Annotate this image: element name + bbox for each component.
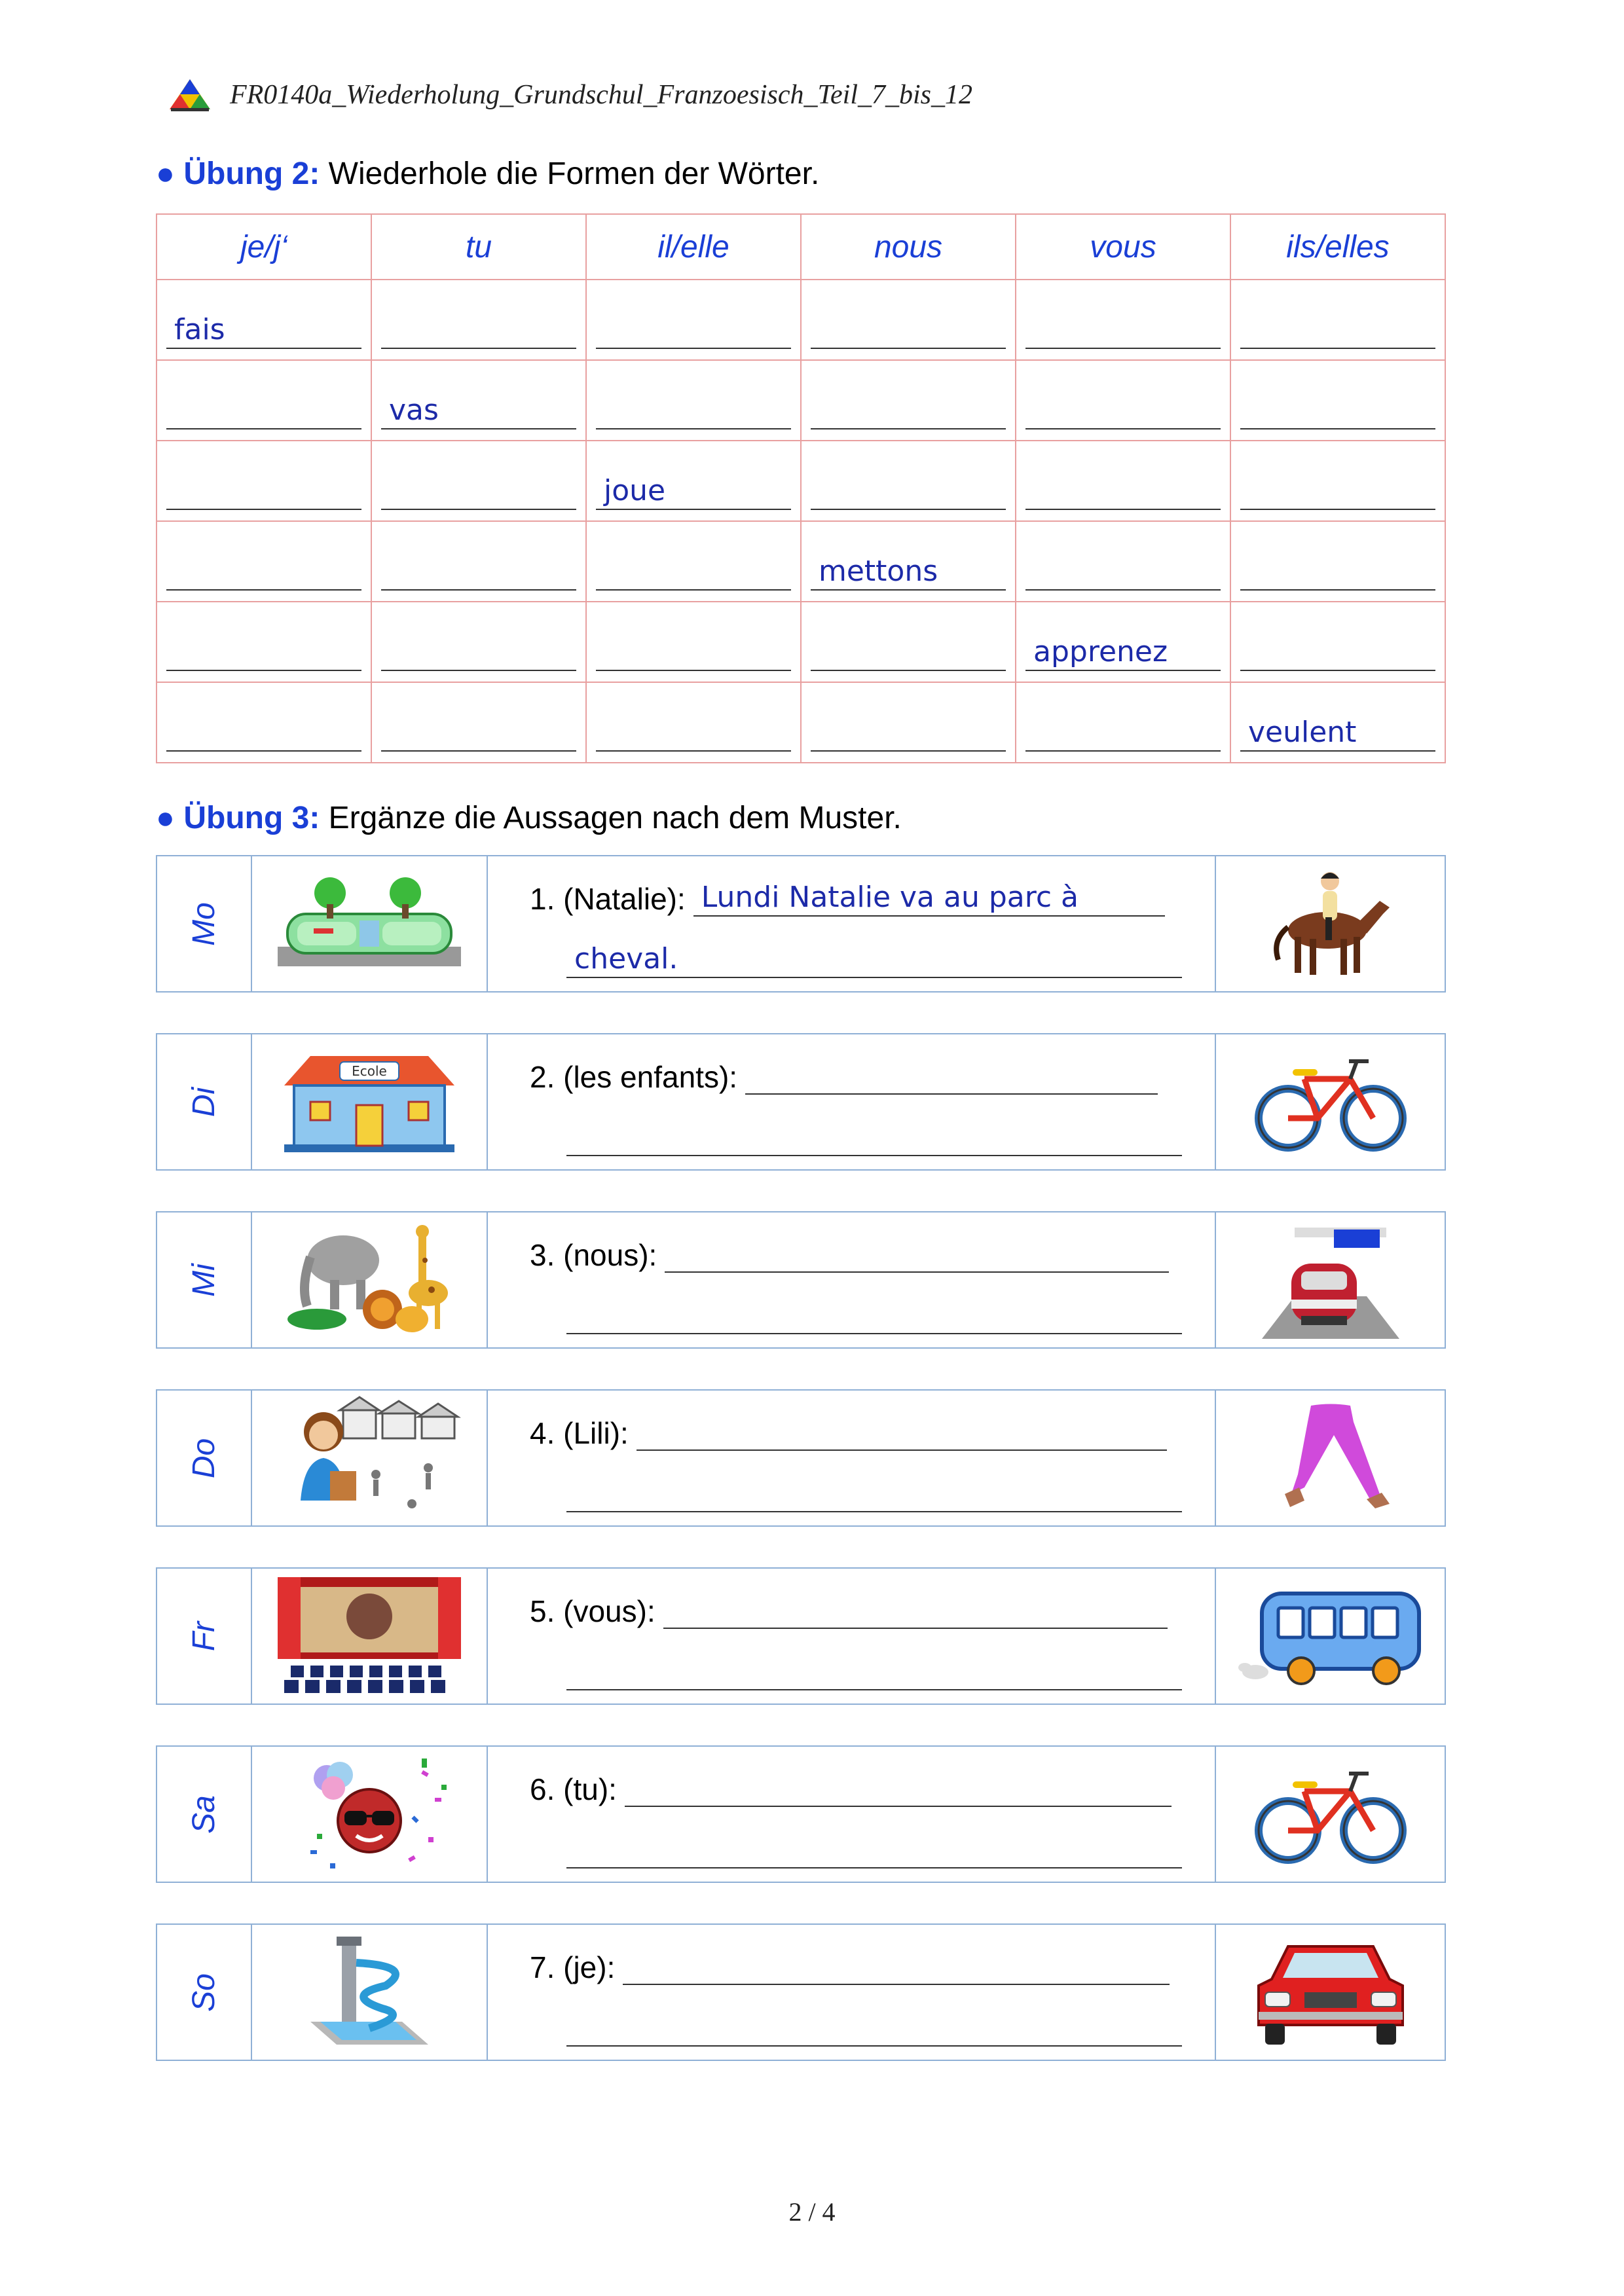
answer-blank[interactable]: mettons: [811, 550, 1006, 591]
answer-blank[interactable]: [1240, 308, 1435, 349]
answer-blank[interactable]: apprenez: [1025, 630, 1221, 671]
day-label: Sa: [187, 1795, 221, 1834]
answer-blank[interactable]: [1025, 469, 1221, 510]
answer-blank[interactable]: veulent: [1240, 711, 1435, 752]
swimming-pool-slide-icon: [271, 1930, 468, 2054]
answer-blank[interactable]: [596, 389, 791, 429]
answer-blank[interactable]: [381, 469, 576, 510]
bicycle-icon: [1252, 1755, 1409, 1873]
conjugation-table: [156, 213, 1446, 763]
answer-blank[interactable]: [811, 711, 1006, 752]
cinema-icon: [271, 1574, 468, 1698]
walking-legs-icon: [1259, 1396, 1403, 1520]
answer-line[interactable]: cheval.: [566, 940, 1182, 978]
exercise3-label: Übung 3:: [183, 801, 320, 835]
column-header: il/elle: [586, 214, 801, 280]
answer-blank[interactable]: joue: [596, 469, 791, 510]
answer-blank[interactable]: [1240, 469, 1435, 510]
bus-icon: [1236, 1580, 1426, 1692]
bicycle-icon: [1252, 1043, 1409, 1161]
answer-line[interactable]: [665, 1235, 1169, 1273]
answer-line[interactable]: [623, 1947, 1170, 1985]
prompt-label: 1. (Natalie):: [530, 882, 686, 916]
answer-blank[interactable]: [811, 469, 1006, 510]
answer-line[interactable]: [625, 1769, 1172, 1807]
answer-blank[interactable]: [1025, 711, 1221, 752]
answer-blank[interactable]: [596, 308, 791, 349]
exercise3-row-tuesday: [156, 1033, 1446, 1171]
exercise3-row-monday: [156, 855, 1446, 993]
answer-blank[interactable]: [166, 630, 361, 671]
table-row: [157, 280, 1445, 360]
column-header: je/j‘: [157, 214, 371, 280]
page-number: 2 / 4: [788, 2197, 836, 2227]
exercise3-title: ● Übung 3: Ergänze die Aussagen nach dem Muster.: [156, 801, 902, 835]
exercise3-row-friday: [156, 1567, 1446, 1705]
answer-blank[interactable]: [381, 630, 576, 671]
table-row: [157, 521, 1445, 602]
prompt-label: 5. (vous):: [530, 1594, 655, 1628]
school-logo-icon: [167, 77, 213, 113]
answer-blank[interactable]: [381, 550, 576, 591]
train-icon: [1255, 1218, 1406, 1342]
answer-blank[interactable]: [381, 711, 576, 752]
exercise2-instruction: Wiederhole die Formen der Wörter.: [328, 156, 820, 191]
answer-blank[interactable]: [811, 308, 1006, 349]
answer-blank[interactable]: [596, 711, 791, 752]
day-label: Fr: [187, 1621, 221, 1651]
answer-line[interactable]: [566, 1652, 1182, 1690]
answer-blank[interactable]: [166, 389, 361, 429]
column-header: ils/elles: [1230, 214, 1445, 280]
exercise3-row-thursday: [156, 1389, 1446, 1527]
park-icon: [271, 868, 468, 979]
column-header: vous: [1016, 214, 1230, 280]
horse-rider-icon: [1259, 862, 1403, 986]
answer-blank[interactable]: [1240, 550, 1435, 591]
prompt-label: 4. (Lili):: [530, 1416, 629, 1450]
answer-blank[interactable]: [596, 550, 791, 591]
answer-line[interactable]: [745, 1057, 1158, 1095]
day-label: Do: [186, 1438, 221, 1478]
answer-line[interactable]: [637, 1413, 1167, 1451]
prompt-label: 3. (nous):: [530, 1238, 657, 1272]
page-header: [167, 72, 972, 118]
answer-blank[interactable]: [1025, 308, 1221, 349]
answer-line[interactable]: [566, 1474, 1182, 1512]
document-title: FR0140a_Wiederholung_Grundschul_Franzoesisch_Teil_7_bis_12: [230, 80, 972, 110]
school-sign-text: Ecole: [352, 1063, 387, 1079]
exercise2-label: Übung 2:: [183, 156, 320, 191]
column-header: tu: [371, 214, 586, 280]
answer-line[interactable]: [566, 1296, 1182, 1334]
party-icon: [271, 1752, 468, 1876]
answer-blank[interactable]: fais: [166, 308, 361, 349]
table-row: [157, 360, 1445, 441]
exercise3-row-wednesday: [156, 1211, 1446, 1349]
answer-blank[interactable]: [166, 550, 361, 591]
day-label: Di: [186, 1087, 221, 1117]
table-row: [157, 602, 1445, 682]
answer-blank[interactable]: [1025, 550, 1221, 591]
table-row: [157, 682, 1445, 763]
answer-blank[interactable]: [596, 630, 791, 671]
answer-line[interactable]: [566, 1118, 1182, 1156]
answer-line[interactable]: Lundi Natalie va au parc à: [693, 879, 1165, 917]
day-label: Mo: [187, 902, 221, 946]
day-label: So: [187, 1973, 221, 2012]
answer-blank[interactable]: [811, 630, 1006, 671]
answer-blank[interactable]: [166, 469, 361, 510]
shopping-town-icon: [271, 1396, 468, 1520]
school-icon: [271, 1046, 468, 1157]
answer-blank[interactable]: [1240, 389, 1435, 429]
car-icon: [1249, 1933, 1412, 2051]
prompt-label: 7. (je):: [530, 1950, 616, 1984]
answer-blank[interactable]: [381, 308, 576, 349]
exercise3-row-sunday: [156, 1923, 1446, 2061]
prompt-label: 2. (les enfants):: [530, 1060, 738, 1094]
column-header: nous: [801, 214, 1016, 280]
answer-blank[interactable]: vas: [381, 389, 576, 429]
table-row: [157, 441, 1445, 521]
answer-blank[interactable]: [166, 711, 361, 752]
exercise3-instruction: Ergänze die Aussagen nach dem Muster.: [328, 801, 902, 835]
answer-blank[interactable]: [811, 389, 1006, 429]
zoo-animals-icon: [271, 1221, 468, 1339]
answer-blank[interactable]: [1025, 389, 1221, 429]
exercise3-row-saturday: [156, 1745, 1446, 1883]
day-label: Mi: [187, 1263, 221, 1297]
answer-blank[interactable]: [1240, 630, 1435, 671]
answer-line[interactable]: [663, 1591, 1168, 1629]
answer-line[interactable]: [566, 1831, 1182, 1868]
prompt-label: 6. (tu):: [530, 1772, 617, 1806]
answer-line[interactable]: [566, 2009, 1182, 2047]
exercise2-title: ● Übung 2: Wiederhole die Formen der Wörter.: [156, 156, 820, 191]
